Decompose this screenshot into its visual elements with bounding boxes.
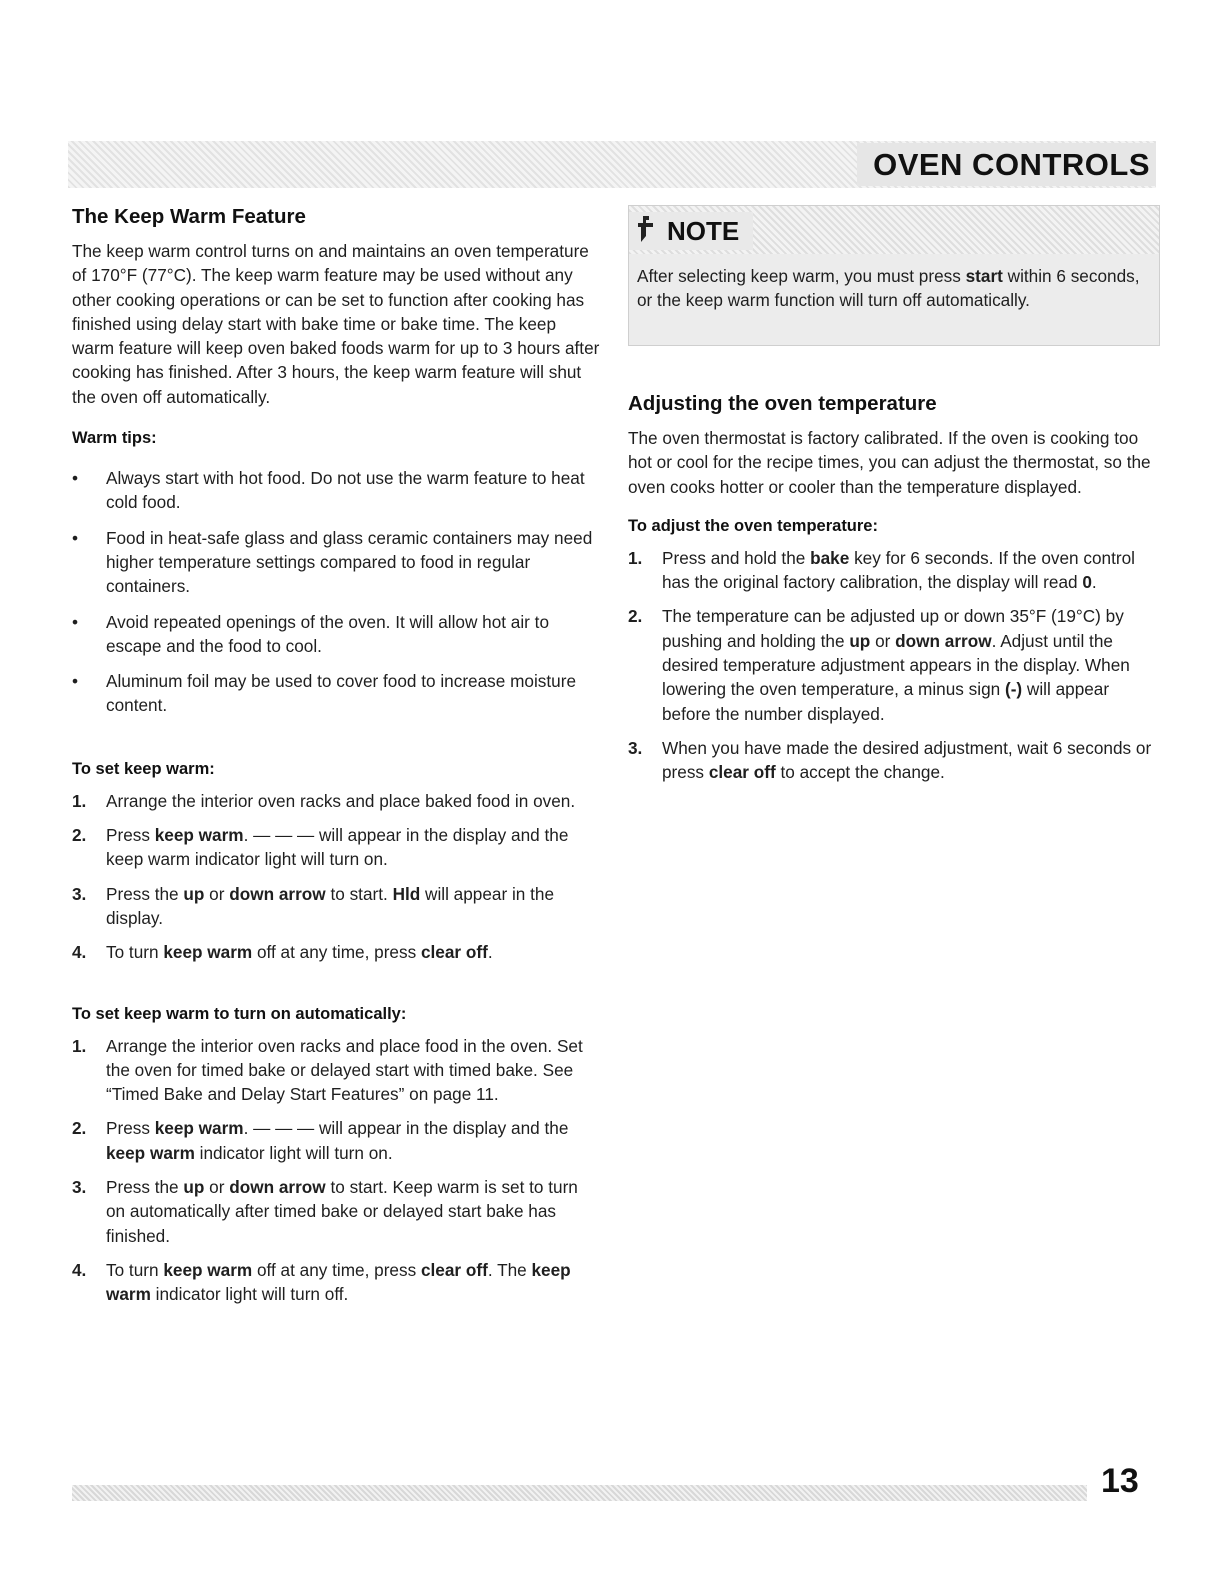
key-name: bake	[810, 547, 850, 568]
display-code: (-)	[1004, 679, 1023, 700]
list-item	[72, 789, 600, 813]
step-text: or	[870, 630, 896, 651]
keep-warm-intro: The keep warm control turns on and maintains an oven temperature of 170°F (77°C). The keep warm feature may be used without any other cooking operations or can be set to function after cooking has finished using delay start with bake time or bake time. The keep warm feature will keep oven baked foods warm for up to 3 hours after cooking has finished. After 3 hours, the keep warm feature will shut the oven off automatically.	[72, 241, 600, 407]
step-text: .	[1091, 572, 1097, 593]
list-item	[628, 604, 1158, 725]
step-number: 3.	[628, 737, 643, 758]
list-item	[628, 546, 1158, 595]
key-name: keep warm	[154, 825, 244, 846]
step-text: Arrange the interior oven racks and place food in the oven. Set the oven for timed bake or delayed start with timed bake. See “Timed Bake and Delay Start Features” on page 11.	[106, 1035, 583, 1105]
bullet: •	[72, 611, 79, 632]
tip-text: Avoid repeated openings of the oven. It will allow hot air to escape and the food to cool.	[106, 611, 550, 656]
step-number: 1.	[628, 547, 643, 568]
step-text: indicator light will turn on.	[194, 1142, 393, 1163]
step-number: 2.	[72, 1118, 87, 1139]
right-column	[628, 205, 1158, 795]
step-number: 4.	[72, 942, 87, 963]
page-number: 13	[1101, 1462, 1139, 1500]
note-text	[637, 264, 1147, 313]
step-number: 4.	[72, 1259, 87, 1280]
key-name: keep warm	[106, 1142, 195, 1163]
tip-text: Food in heat-safe glass and glass ceramic containers may need higher temperature settings compared to food in regular containers.	[106, 527, 593, 597]
step-text: Press and hold the	[662, 547, 811, 568]
step-text: To turn	[106, 1259, 164, 1280]
step-number: 1.	[72, 1035, 87, 1056]
list-item	[72, 1034, 600, 1107]
step-number: 1.	[72, 790, 87, 811]
list-item	[72, 610, 600, 659]
step-text: . — — — will appear in the display and the	[243, 1118, 569, 1139]
list-item	[72, 823, 600, 872]
step-text: Press the	[106, 883, 184, 904]
list-item	[72, 526, 600, 599]
auto-keep-warm-heading: To set keep warm to turn on automatically:	[72, 1004, 407, 1023]
key-name: down arrow	[229, 883, 326, 904]
note-header	[629, 206, 1159, 254]
adjust-sub-heading: To adjust the oven temperature:	[628, 516, 878, 535]
step-text: . Adjust until the desired temperature adjustment appears in the display. When lowering the oven temperature, a minus sign	[662, 630, 1130, 700]
note-label	[629, 212, 753, 250]
step-text: or	[204, 883, 230, 904]
list-item	[72, 1116, 600, 1165]
key-name: up	[183, 1177, 205, 1198]
display-code: 0	[1082, 572, 1092, 593]
step-text: .	[487, 942, 493, 963]
step-number: 3.	[72, 1177, 87, 1198]
step-text: Arrange the interior oven racks and place baked food in oven.	[106, 790, 576, 811]
display-code: Hld	[392, 883, 421, 904]
key-name: keep warm	[163, 1259, 253, 1280]
key-name: keep warm	[106, 1259, 571, 1305]
list-item	[72, 669, 600, 718]
step-text: key for 6 seconds. If the oven control has the original factory calibration, the display will read	[662, 547, 1135, 593]
step-text: or	[204, 1177, 230, 1198]
step-text: will appear before the number displayed.	[662, 679, 1110, 724]
step-text: to accept the change.	[775, 762, 945, 783]
warm-tips-heading: Warm tips:	[72, 429, 157, 448]
note-box	[628, 205, 1160, 346]
step-text: to start. Keep warm is set to turn on automatically after timed bake or delayed start bake has finished.	[106, 1177, 578, 1246]
key-name: up	[183, 883, 205, 904]
key-name: clear off	[420, 942, 488, 963]
key-name: start	[965, 266, 1003, 286]
key-name: clear off	[708, 762, 776, 783]
list-item	[72, 1258, 600, 1307]
step-text: off at any time, press	[252, 942, 421, 963]
step-number: 3.	[72, 883, 87, 904]
step-text: off at any time, press	[252, 1259, 421, 1280]
key-name: up	[849, 630, 871, 651]
step-text: indicator light will turn off.	[150, 1284, 349, 1305]
keep-warm-heading: The Keep Warm Feature	[72, 205, 306, 228]
step-text: The temperature can be adjusted up or down 35°F (19°C) by pushing and holding the	[662, 606, 1124, 651]
key-name: keep warm	[163, 942, 253, 963]
tip-text: Always start with hot food. Do not use the warm feature to heat cold food.	[106, 468, 585, 513]
left-column	[72, 205, 600, 1317]
section-title: OVEN CONTROLS	[857, 143, 1156, 186]
tip-text: Aluminum foil may be used to cover food to increase moisture content.	[106, 671, 577, 716]
list-item	[72, 466, 600, 515]
list-item	[72, 1175, 600, 1248]
adjust-heading: Adjusting the oven temperature	[628, 392, 937, 415]
note-text-part: After selecting keep warm, you must press	[637, 266, 966, 286]
step-text: will appear in the display.	[106, 883, 555, 928]
bullet: •	[72, 527, 79, 548]
warm-tips-list	[72, 466, 600, 718]
key-name: keep warm	[154, 1118, 244, 1139]
adjust-intro: The oven thermostat is factory calibrated. If the oven is cooking too hot or cool for the recipe times, you can adjust the thermostat, so the oven cooks hotter or cooler than the temperature displayed.	[628, 428, 1151, 497]
key-name: down arrow	[895, 630, 992, 651]
list-item	[72, 940, 600, 964]
set-keep-warm-steps	[72, 789, 600, 965]
step-number: 2.	[72, 825, 87, 846]
step-text: To turn	[106, 942, 164, 963]
auto-keep-warm-steps	[72, 1034, 600, 1307]
set-keep-warm-heading: To set keep warm:	[72, 759, 215, 778]
step-text: Press the	[106, 1177, 184, 1198]
step-text: When you have made the desired adjustment, wait 6 seconds or press	[662, 737, 1152, 783]
bullet: •	[72, 468, 79, 489]
step-text: Press	[106, 1118, 155, 1139]
note-pencil-icon	[637, 214, 659, 244]
list-item	[72, 882, 600, 931]
note-text-part: within 6 seconds, or the keep warm function will turn off automatically.	[637, 266, 1140, 311]
step-number: 2.	[628, 606, 643, 627]
step-text: . The	[487, 1259, 532, 1280]
step-text: to start.	[325, 883, 393, 904]
footer-band	[72, 1485, 1087, 1501]
header-band	[68, 141, 1156, 188]
key-name: clear off	[420, 1259, 488, 1280]
bullet: •	[72, 671, 79, 692]
step-text: Press	[106, 825, 155, 846]
note-label-text: NOTE	[667, 216, 740, 246]
adjust-steps	[628, 546, 1158, 785]
key-name: down arrow	[229, 1177, 326, 1198]
step-text: . — — — will appear in the display and the keep warm indicator light will turn on.	[106, 825, 569, 870]
list-item	[628, 736, 1158, 785]
